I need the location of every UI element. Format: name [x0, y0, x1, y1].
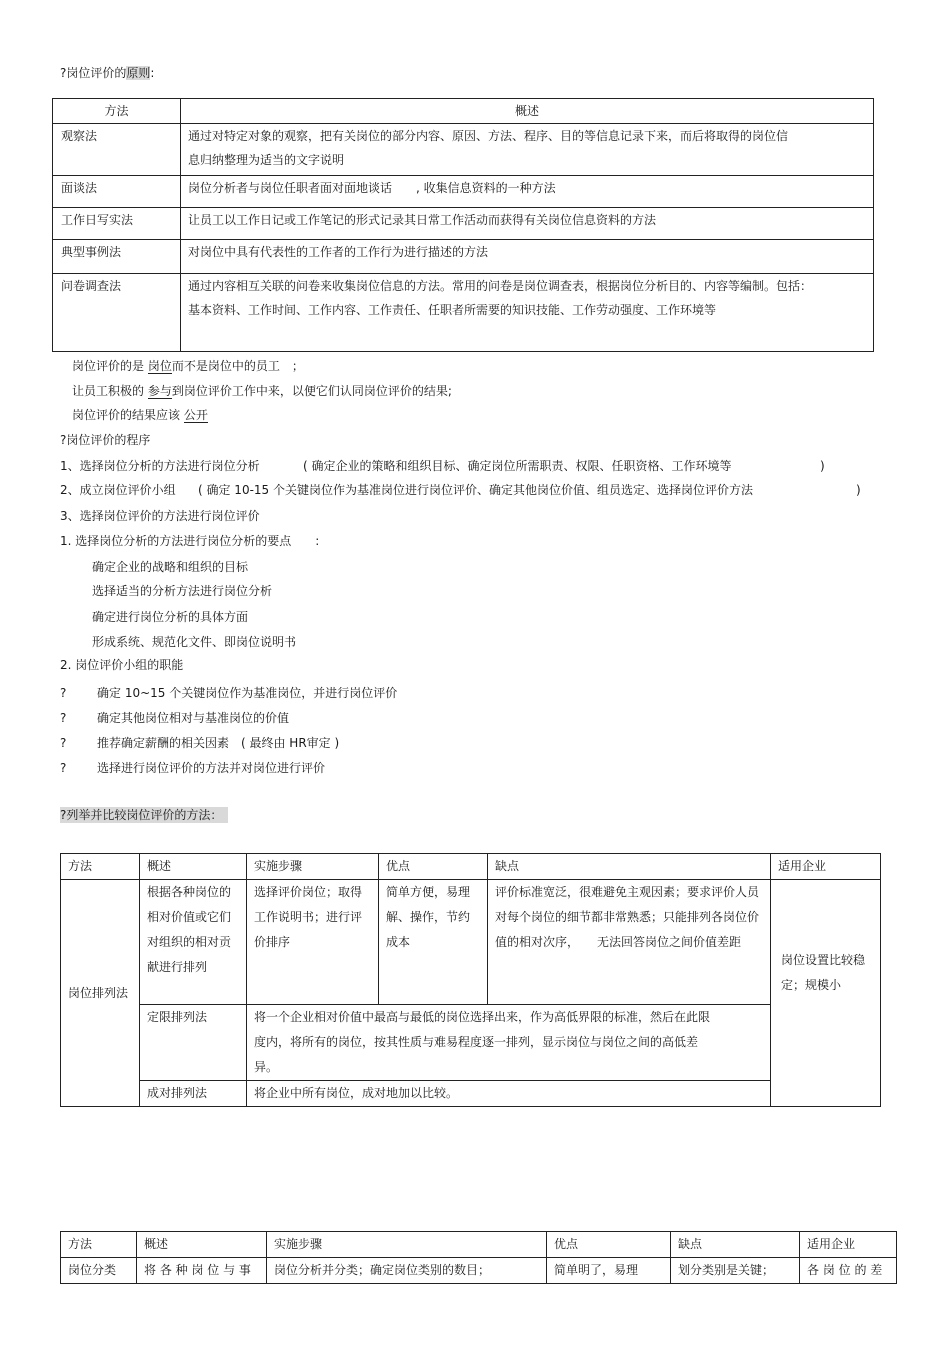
cons-cell: 评价标准宽泛，很难避免主观因素；要求评价人员对每个岗位的细节都非常熟悉；只能排列各岗位价值的相对次序， 无法回答岗位之间价值差距 [488, 880, 771, 1005]
header-overview: 概述 [140, 854, 247, 880]
table-row [53, 176, 874, 208]
compare-table [60, 853, 881, 1107]
header-method: 方法 [61, 854, 140, 880]
header-pros: 优点 [379, 854, 488, 880]
header-cons: 缺点 [488, 854, 771, 880]
list-item: 推荐确定薪酬的相关因素 ( 最终由 HR审定 ) [97, 736, 340, 750]
compare-table-continued [60, 1231, 897, 1284]
section-title-highlight: 原则 [126, 66, 151, 80]
list-item: 选择进行岗位评价的方法并对岗位进行评价 [97, 761, 326, 775]
list-item: 确定其他岗位相对与基准岗位的价值 [97, 711, 290, 725]
list-item: 确定进行岗位分析的具体方面 [92, 610, 249, 624]
methods-table [52, 98, 874, 352]
step-paren: ( 确定企业的策略和组织目标、确定岗位所需职责、权限、任职资格、工作环境等 [303, 459, 732, 473]
principle-line: 岗位评价的结果应该 公开 [72, 408, 208, 422]
desc-cell: 通过内容相互关联的问卷来收集岗位信息的方法。常用的问卷是岗位调查表，根据岗位分析目的、内容等编制。包括： 基本资料、工作时间、工作内容、工作责任、任职者所需要的知识技能、工作劳动强度、工作环境等 [181, 274, 874, 352]
submethod-desc: 将企业中所有岗位，成对地加以比较。 [247, 1081, 771, 1107]
steps-cell: 选择评价岗位；取得工作说明书；进行评价排序 [247, 880, 379, 1005]
principle-line: 岗位评价的是 岗位而不是岗位中的员工 ； [72, 359, 304, 373]
section-title-suffix: : [150, 66, 155, 80]
method-cell: 岗位分类 [61, 1258, 137, 1284]
method-cell: 面谈法 [53, 176, 181, 208]
header-pros: 优点 [547, 1232, 671, 1258]
desc-cell: 通过对特定对象的观察，把有关岗位的部分内容、原因、方法、程序、目的等信息记录下来，而后将取得的岗位信息归纳整理为适当的文字说明 [181, 124, 874, 176]
table-row [61, 1005, 881, 1081]
bullet: ? [60, 761, 67, 775]
pros-cell: 简单明了，易理 [547, 1258, 671, 1284]
section-title-prefix: ?岗位评价的 [60, 66, 127, 80]
section-title-procedure: ?岗位评价的程序 [60, 433, 151, 447]
desc-cell: 让员工以工作日记或工作笔记的形式记录其日常工作活动而获得有关岗位信息资料的方法 [181, 208, 874, 240]
step-line: 2、成立岗位评价小组 [60, 483, 176, 497]
table-row [61, 1258, 897, 1284]
duties-title: 2. 岗位评价小组的职能 [60, 658, 184, 672]
bullet: ? [60, 736, 67, 750]
step-line: 3、选择岗位评价的方法进行岗位评价 [60, 509, 260, 523]
desc-cell: 岗位分析者与岗位任职者面对面地谈话 , 收集信息资料的一种方法 [181, 176, 874, 208]
header-steps: 实施步骤 [267, 1232, 547, 1258]
list-item: 形成系统、规范化文件、即岗位说明书 [92, 635, 297, 649]
points-title: 1. 选择岗位分析的方法进行岗位分析的要点 : [60, 534, 320, 548]
submethod-desc: 将一个企业相对价值中最高与最低的岗位选择出来，作为高低界限的标准，然后在此限度内，将所有的岗位，按其性质与难易程度逐一排列，显示岗位与岗位之间的高低差异。 [247, 1005, 771, 1081]
section-title-compare: ?列举并比较岗位评价的方法： [60, 807, 228, 823]
list-item: 确定企业的战略和组织的目标 [92, 560, 249, 574]
method-cell: 岗位排列法 [61, 880, 140, 1107]
suitable-cell: 各 岗 位 的 差 [800, 1258, 897, 1284]
method-cell: 工作日写实法 [53, 208, 181, 240]
table-row [53, 274, 874, 352]
method-cell: 观察法 [53, 124, 181, 176]
cons-cell: 划分类别是关键； [671, 1258, 800, 1284]
submethod-cell: 成对排列法 [140, 1081, 247, 1107]
overview-cell: 将 各 种 岗 位 与 事 [137, 1258, 267, 1284]
pros-cell: 简单方便，易理解、操作，节约成本 [379, 880, 488, 1005]
list-item: 确定 10~15 个关键岗位作为基准岗位，并进行岗位评价 [97, 686, 398, 700]
step-line: 1、选择岗位分析的方法进行岗位分析 [60, 459, 260, 473]
bullet: ? [60, 711, 67, 725]
step-close: ) [820, 459, 825, 473]
principle-key: 岗位 [147, 359, 172, 373]
table-row [61, 1081, 881, 1107]
step-paren: ( 确定 10-15 个关键岗位作为基准岗位进行岗位评价、确定其他岗位价值、组员选定、选择岗位评价方法 [198, 483, 753, 497]
method-cell: 问卷调查法 [53, 274, 181, 352]
list-item: 选择适当的分析方法进行岗位分析 [92, 584, 273, 598]
principle-line: 让员工积极的 参与到岗位评价工作中来，以便它们认同岗位评价的结果; [72, 384, 452, 398]
overview-cell: 根据各种岗位的相对价值或它们对组织的相对贡献进行排列 [140, 880, 247, 1005]
suitable-cell: 岗位设置比较稳定；规模小 [771, 880, 881, 1107]
header-steps: 实施步骤 [247, 854, 379, 880]
table-row [53, 124, 874, 176]
header-method: 方法 [61, 1232, 137, 1258]
method-cell: 典型事例法 [53, 240, 181, 274]
section-title-principles [60, 65, 154, 81]
header-suitable: 适用企业 [800, 1232, 897, 1258]
header-overview: 概述 [181, 99, 874, 124]
table-row [53, 208, 874, 240]
submethod-cell: 定限排列法 [140, 1005, 247, 1081]
header-suitable: 适用企业 [771, 854, 881, 880]
desc-cell: 对岗位中具有代表性的工作者的工作行为进行描述的方法 [181, 240, 874, 274]
step-close: ) [856, 483, 861, 497]
bullet: ? [60, 686, 67, 700]
principle-key: 参与 [147, 384, 172, 398]
header-overview: 概述 [137, 1232, 267, 1258]
steps-cell: 岗位分析并分类；确定岗位类别的数目； [267, 1258, 547, 1284]
header-cons: 缺点 [671, 1232, 800, 1258]
table-row [53, 240, 874, 274]
header-method: 方法 [53, 99, 181, 124]
principle-key: 公开 [183, 408, 208, 422]
table-row [61, 880, 881, 1005]
